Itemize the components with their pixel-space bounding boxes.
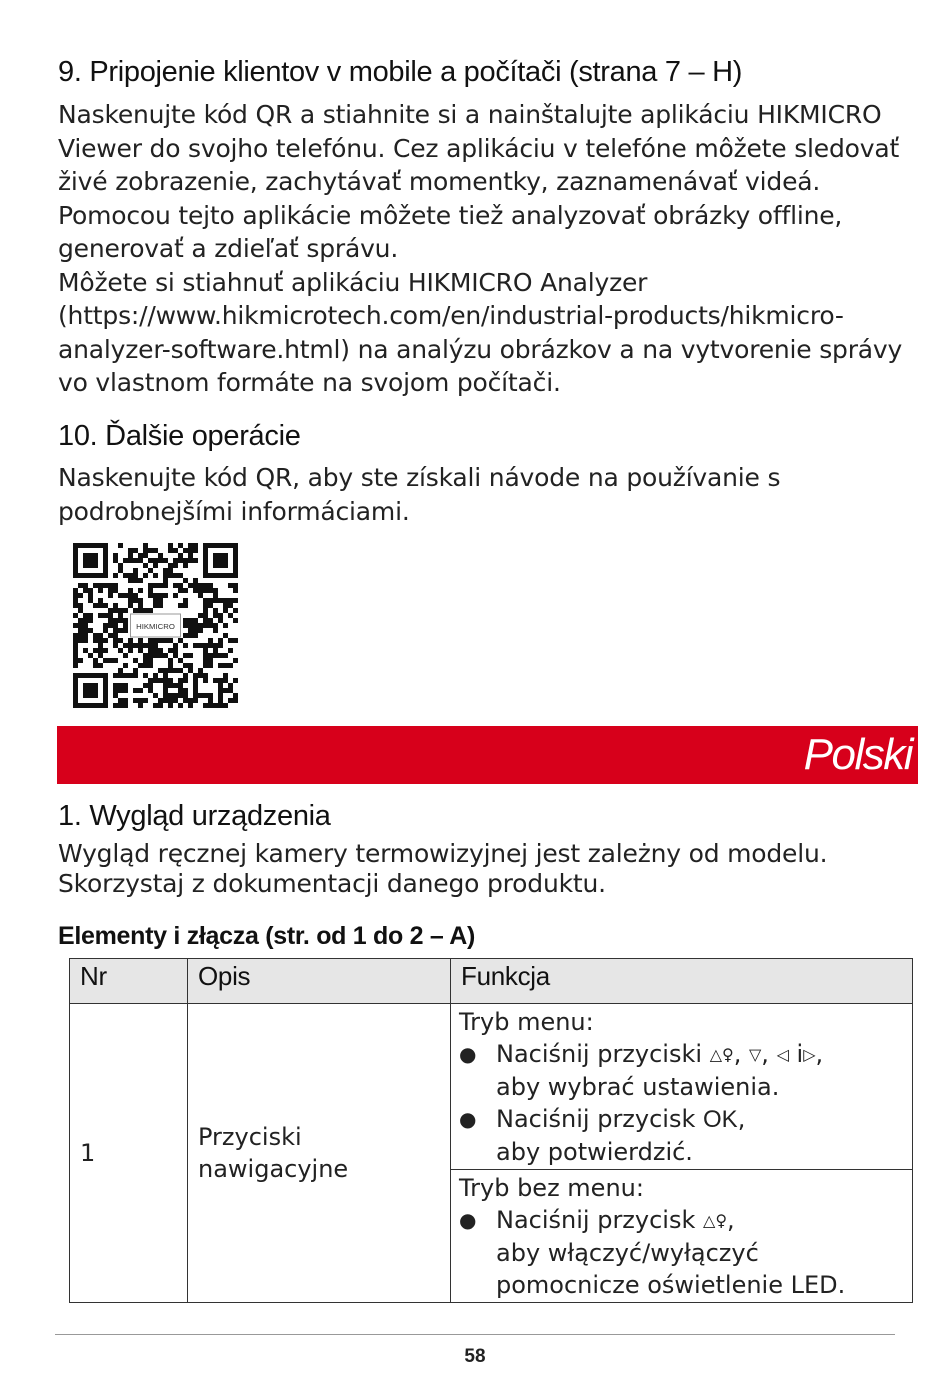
bullet-line: aby włączyć/wyłączyć bbox=[496, 1239, 759, 1267]
left-button-icon: ◁ bbox=[776, 1045, 789, 1064]
bullet-dot: ● bbox=[459, 1208, 477, 1232]
menu-mode-cell bbox=[451, 1004, 913, 1170]
body-line: Pomocou tejto aplikácie môžete tiež analyzovať obrázky offline, bbox=[58, 200, 843, 230]
footer-divider bbox=[55, 1334, 895, 1335]
bullet-text: Naciśnij przyciski bbox=[496, 1040, 703, 1068]
header-funkcja: Funkcja bbox=[451, 959, 913, 1004]
body-line: živé zobrazenie, zachytávať momentky, zaznamenávať videá. bbox=[58, 167, 821, 196]
no-menu-mode-cell bbox=[451, 1170, 913, 1303]
bullet-text: Naciśnij przycisk bbox=[496, 1105, 696, 1133]
body-line: podrobnejšími informáciami. bbox=[58, 496, 410, 526]
page-number: 58 bbox=[464, 1346, 486, 1367]
table-row bbox=[70, 1004, 913, 1170]
elements-table bbox=[69, 958, 913, 1303]
up-light-button-icon: △♀ bbox=[709, 1045, 734, 1064]
bullet-dot: ● bbox=[459, 1042, 477, 1066]
bullet-dot: ● bbox=[459, 1107, 477, 1131]
row-opis bbox=[188, 1004, 451, 1303]
ok-key-label: OK bbox=[703, 1106, 738, 1133]
section-10-title: 10. Ďalšie operácie bbox=[58, 420, 301, 452]
menu-mode-label: Tryb menu: bbox=[459, 1008, 594, 1036]
up-light-button-icon: △♀ bbox=[703, 1211, 728, 1230]
body-line: Viewer do svojho telefónu. Cez aplikáciu v telefóne môžete sledovať bbox=[58, 133, 900, 163]
qr-code bbox=[73, 543, 238, 708]
opis-line: Przyciski bbox=[198, 1123, 302, 1151]
bullet-line: aby wybrać ustawienia. bbox=[496, 1073, 780, 1101]
section-9-body bbox=[58, 98, 918, 400]
table-header-row bbox=[70, 959, 913, 1004]
body-line: Naskenujte kód QR a stiahnite si a nainštalujte aplikáciu HIKMICRO bbox=[58, 100, 882, 129]
body-line: vo vlastnom formáte na svojom počítači. bbox=[58, 368, 561, 397]
list-item: ● Naciśnij przycisk OK, aby potwierdzić. bbox=[459, 1105, 746, 1166]
section-1-body bbox=[58, 839, 918, 899]
list-item: ● Naciśnij przyciski △♀, ▽, ◁ i▷, aby wybrać ustawienia. bbox=[459, 1040, 824, 1101]
body-line: Skorzystaj z dokumentacji danego produktu. bbox=[58, 869, 606, 898]
and-text: i bbox=[796, 1040, 804, 1068]
opis-line: nawigacyjne bbox=[198, 1155, 349, 1183]
elements-title: Elementy i złącza (str. od 1 do 2 – A) bbox=[58, 922, 475, 950]
body-line: generovať a zdieľať správu. bbox=[58, 234, 399, 263]
header-opis: Opis bbox=[188, 959, 451, 1004]
language-label: Polski bbox=[803, 730, 912, 779]
row-nr: 1 bbox=[70, 1004, 188, 1303]
header-nr: Nr bbox=[70, 959, 188, 1004]
language-banner bbox=[57, 726, 918, 784]
down-button-icon: ▽ bbox=[748, 1045, 762, 1064]
section-9-title: 9. Pripojenie klientov v mobile a počítači (strana 7 – H) bbox=[58, 56, 743, 88]
section-1-title: 1. Wygląd urządzenia bbox=[58, 800, 331, 832]
bullet-line: pomocnicze oświetlenie LED. bbox=[496, 1271, 846, 1299]
body-line: (https://www.hikmicrotech.com/en/industrial-products/hikmicro- bbox=[58, 301, 844, 330]
body-line: Naskenujte kód QR, aby ste získali návode na používanie s bbox=[58, 463, 781, 492]
list-item: ● Naciśnij przycisk △♀, aby włączyć/wyłączyć pomocnicze oświetlenie LED. bbox=[459, 1206, 846, 1299]
section-10-body bbox=[58, 461, 918, 528]
bullet-text: Naciśnij przycisk bbox=[496, 1206, 696, 1234]
body-line: analyzer-software.html) na analýzu obrázkov a na vytvorenie správy bbox=[58, 334, 903, 364]
body-line: Môžete si stiahnuť aplikáciu HIKMICRO Analyzer bbox=[58, 267, 648, 297]
bullet-line: aby potwierdzić. bbox=[496, 1138, 693, 1166]
no-menu-mode-label: Tryb bez menu: bbox=[459, 1174, 644, 1202]
right-button-icon: ▷ bbox=[803, 1045, 816, 1064]
qr-logo-text: HIKMICRO bbox=[136, 622, 175, 631]
body-line: Wygląd ręcznej kamery termowizyjnej jest zależny od modelu. bbox=[58, 839, 828, 868]
